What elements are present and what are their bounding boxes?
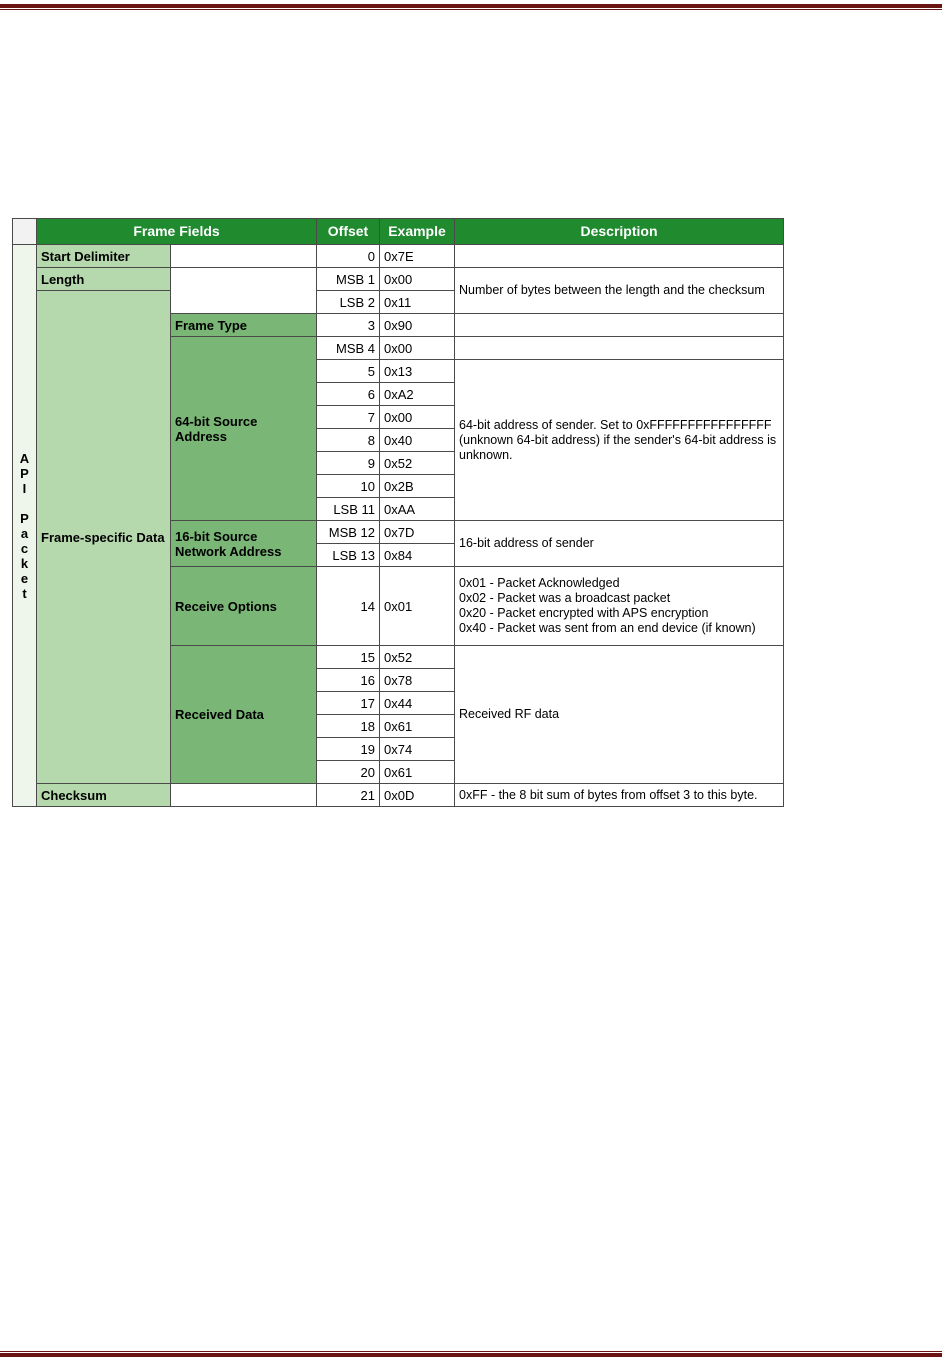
offset-cell: 5 <box>317 360 380 383</box>
blank-cell <box>171 268 317 314</box>
api-frame-table <box>12 218 784 807</box>
description-16-bit-address: 16-bit address of sender <box>455 521 784 567</box>
example-cell: 0x2B <box>380 475 455 498</box>
field-start-delimiter: Start Delimiter <box>37 245 171 268</box>
example-cell: 0x52 <box>380 646 455 669</box>
example-cell: 0x84 <box>380 544 455 567</box>
api-packet-label <box>13 245 37 807</box>
example-cell: 0x61 <box>380 715 455 738</box>
offset-cell: 14 <box>317 567 380 646</box>
offset-cell: MSB 12 <box>317 521 380 544</box>
receive-option-line: 0x20 - Packet encrypted with APS encryption <box>459 606 709 620</box>
description-received-data: Received RF data <box>455 646 784 784</box>
offset-cell: 15 <box>317 646 380 669</box>
description-checksum: 0xFF - the 8 bit sum of bytes from offset 3 to this byte. <box>455 784 784 807</box>
example-cell: 0x13 <box>380 360 455 383</box>
example-cell: 0xAA <box>380 498 455 521</box>
table-row <box>13 245 784 268</box>
receive-option-line: 0x01 - Packet Acknowledged <box>459 576 620 590</box>
header-corner <box>13 219 37 245</box>
header-rule <box>0 4 942 10</box>
field-received-data: Received Data <box>171 646 317 784</box>
api-packet-label-text: A P I P a c k e t <box>19 450 30 601</box>
offset-cell: 20 <box>317 761 380 784</box>
offset-cell: 17 <box>317 692 380 715</box>
offset-cell: 9 <box>317 452 380 475</box>
offset-cell: 3 <box>317 314 380 337</box>
example-cell: 0x40 <box>380 429 455 452</box>
offset-cell: MSB 1 <box>317 268 380 291</box>
example-cell: 0x00 <box>380 406 455 429</box>
field-16-bit-source-network-address: 16-bit Source Network Address <box>171 521 317 567</box>
receive-option-line: 0x02 - Packet was a broadcast packet <box>459 591 671 605</box>
field-frame-specific-data: Frame-specific Data <box>37 291 171 784</box>
field-length: Length <box>37 268 171 291</box>
header-offset: Offset <box>317 219 380 245</box>
example-cell: 0x01 <box>380 567 455 646</box>
example-cell: 0xA2 <box>380 383 455 406</box>
example-cell: 0x90 <box>380 314 455 337</box>
example-cell: 0x0D <box>380 784 455 807</box>
offset-cell: LSB 2 <box>317 291 380 314</box>
table-row <box>13 784 784 807</box>
example-cell: 0x00 <box>380 337 455 360</box>
header-description: Description <box>455 219 784 245</box>
offset-cell: 7 <box>317 406 380 429</box>
description-cell <box>455 337 784 360</box>
field-receive-options: Receive Options <box>171 567 317 646</box>
description-cell <box>455 245 784 268</box>
receive-option-line: 0x40 - Packet was sent from an end device (if known) <box>459 621 756 635</box>
field-frame-type: Frame Type <box>171 314 317 337</box>
field-checksum: Checksum <box>37 784 171 807</box>
example-cell: 0x52 <box>380 452 455 475</box>
offset-cell: 21 <box>317 784 380 807</box>
footer-rule <box>0 1351 942 1357</box>
description-length: Number of bytes between the length and the checksum <box>455 268 784 314</box>
description-receive-options <box>455 567 784 646</box>
offset-cell: MSB 4 <box>317 337 380 360</box>
description-cell <box>455 314 784 337</box>
field-64-bit-source-address: 64-bit Source Address <box>171 337 317 521</box>
table-header-row <box>13 219 784 245</box>
offset-cell: 6 <box>317 383 380 406</box>
table-row <box>13 268 784 291</box>
example-cell: 0x78 <box>380 669 455 692</box>
offset-cell: 18 <box>317 715 380 738</box>
example-cell: 0x74 <box>380 738 455 761</box>
blank-cell <box>171 784 317 807</box>
offset-cell: LSB 11 <box>317 498 380 521</box>
example-cell: 0x11 <box>380 291 455 314</box>
offset-cell: 16 <box>317 669 380 692</box>
offset-cell: LSB 13 <box>317 544 380 567</box>
example-cell: 0x00 <box>380 268 455 291</box>
example-cell: 0x7E <box>380 245 455 268</box>
blank-cell <box>171 245 317 268</box>
offset-cell: 19 <box>317 738 380 761</box>
offset-cell: 10 <box>317 475 380 498</box>
example-cell: 0x44 <box>380 692 455 715</box>
example-cell: 0x61 <box>380 761 455 784</box>
offset-cell: 0 <box>317 245 380 268</box>
header-example: Example <box>380 219 455 245</box>
description-64-bit-address: 64-bit address of sender. Set to 0xFFFFFFFFFFFFFFFF (unknown 64-bit address) if the sender's 64-bit address is unknown. <box>455 360 784 521</box>
example-cell: 0x7D <box>380 521 455 544</box>
header-frame-fields: Frame Fields <box>37 219 317 245</box>
offset-cell: 8 <box>317 429 380 452</box>
